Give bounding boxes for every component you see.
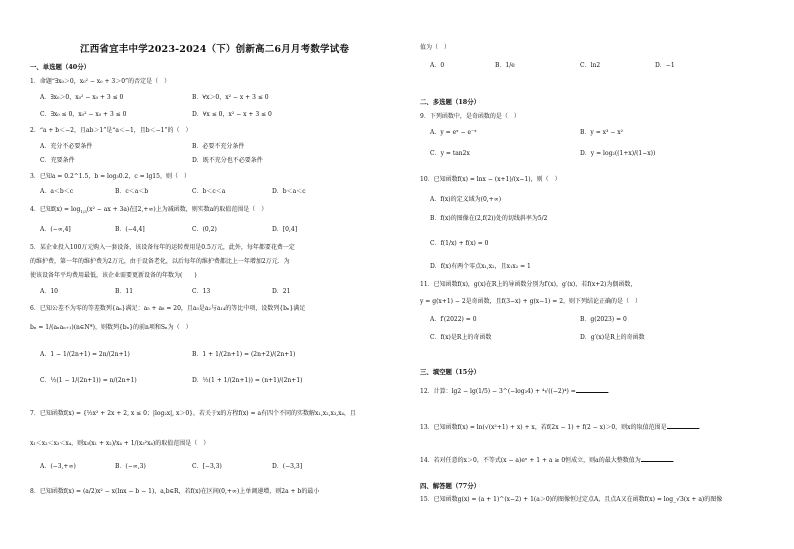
q3-option-a: A．a＜b＜c bbox=[40, 188, 74, 195]
q11-option-c: C．f(x)是R上的奇函数 bbox=[430, 334, 492, 341]
q2-option-c: C．充要条件 bbox=[40, 157, 75, 164]
q15-stem: 15．已知函数g(x) = (a + 1)^(x−2) + 1(a＞0)的图像恒过定点A，且点A又在函数f(x) = log_√3(x + a)的图像 bbox=[420, 496, 723, 503]
q10-stem: 10．已知函数f(x) = lnx − (x+1)/(x−1)，则（ ） bbox=[420, 176, 561, 183]
q11-option-d: D．g′(x)是R上的奇函数 bbox=[580, 334, 645, 341]
q2-option-d: D．既不充分也不必要条件 bbox=[192, 157, 263, 164]
q11-line2: y = g(x+1) − 2是奇函数，且f(3−x) + g(x−1) = 2，则下列结论正确的是（ ） bbox=[420, 298, 642, 305]
q9-option-b: B．y = x³ − x² bbox=[580, 129, 624, 136]
q7-option-d: D．(−3,3] bbox=[272, 463, 303, 470]
q3-option-c: C．b＜c＜a bbox=[192, 188, 226, 195]
q2-option-a: A．充分不必要条件 bbox=[40, 143, 93, 150]
q5-line1: 5．某企业投入100万元购入一套设备，该设备每年的运转费用是0.5万元，此外，每年都要花费一定 bbox=[30, 244, 295, 251]
q8-option-c: C．ln2 bbox=[580, 62, 601, 69]
q10-option-a: A．f(x)的定义域为(0,+∞) bbox=[430, 196, 502, 203]
q7-option-b: B．(−∞,3) bbox=[115, 463, 146, 470]
q1-option-d: D．∀x ≤ 0，x² − x + 3 ≤ 0 bbox=[192, 111, 272, 118]
section-solutions: 四、解答题（77分） bbox=[420, 482, 481, 490]
q8-option-a: A．0 bbox=[430, 62, 445, 69]
q6-option-b: B．1 + 1/(2n+1) = (2n+2)/(2n+1) bbox=[192, 351, 296, 358]
q6-option-a: A．1 − 1/(2n+1) = 2n/(2n+1) bbox=[40, 351, 130, 358]
q8-line1: 8．已知函数f(x) = (a/2)x² − x(lnx − b − 1)，a,b∈R，若f(x)在区间(0,+∞)上单调递增，则2a + b的最小 bbox=[30, 488, 320, 495]
q7-option-c: C．[−3,3) bbox=[192, 463, 222, 470]
q4-stem bbox=[30, 206, 267, 214]
q3-option-d: D．b＜a＜c bbox=[272, 188, 306, 195]
section-single-choice: 一、单选题（40分） bbox=[30, 63, 91, 71]
q13-answer-blank bbox=[667, 428, 699, 429]
q8-option-d: D．−1 bbox=[655, 62, 675, 69]
q5-option-a: A．10 bbox=[40, 288, 58, 295]
q13 bbox=[420, 424, 705, 432]
q8-option-b: B．1/e bbox=[495, 62, 515, 69]
section-fill-blank: 三、填空题（15分） bbox=[420, 368, 481, 376]
section-multi-choice: 二、多选题（18分） bbox=[420, 98, 481, 106]
q6-option-c: C．½(1 − 1/(2n+1)) = n/(2n+1) bbox=[40, 377, 137, 384]
q4-stem-part1: 4．已知f(x) = log bbox=[30, 206, 81, 213]
q7-line2: x₁＜x₂＜x₃＜x₄，则x₃(x₁ + x₂)/x₄ + 1/(x₃²x₄)的取值范围是（ ） bbox=[30, 440, 210, 447]
q11-option-b: B．g(2023) = 0 bbox=[580, 316, 627, 323]
q5-line3: 使该设备年平均费用最低，该企业需要更新设备的年数为( ) bbox=[30, 272, 197, 279]
q14 bbox=[420, 457, 679, 465]
q1-option-b: B．∀x＞0，x² − x + 3 ≤ 0 bbox=[192, 94, 269, 101]
q4-option-c: C．(0,2) bbox=[192, 226, 217, 233]
q4-option-d: D．[0,4] bbox=[272, 226, 298, 233]
q12-stem: 12．计算：lg2 − lg(1/5) − 3^(−log₃4) + ⁴√((−2)⁴) = bbox=[420, 388, 576, 395]
q5-option-b: B．11 bbox=[115, 288, 134, 295]
q3-option-b: B．c＜a＜b bbox=[115, 188, 149, 195]
q7-option-a: A．(−3,+∞) bbox=[40, 463, 76, 470]
q5-option-d: D．21 bbox=[272, 288, 291, 295]
q9-option-d: D．y = log₂((1+x)/(1−x)) bbox=[580, 150, 656, 157]
q6-line2: bₙ = 1/(aₙaₙ₊₁)(n∈N*)，则数列{bₙ}的前n项和Sₙ为（ ） bbox=[30, 324, 192, 331]
q12-tail: ． bbox=[607, 388, 614, 395]
q14-answer-blank bbox=[641, 461, 673, 462]
q6-line1: 6．已知公差不为零的等差数列{aₙ}满足：a₅ + a₈ = 20，且a₅是a₂与a₁₄的等比中项，设数列{bₙ}满足 bbox=[30, 305, 306, 312]
q9-option-c: C．y = tan2x bbox=[430, 150, 470, 157]
q13-stem: 13．已知函数f(x) = ln(√(x²+1) + x) + x，若f(2x − 1) + f(2 − x)＞0，则x的取值范围是 bbox=[420, 424, 667, 431]
q10-option-b: B．f(x)的图像在(2,f(2))处的切线斜率为5/2 bbox=[430, 215, 548, 222]
q7-line1: 7．已知函数f(x) = {½x² + 2x + 2, x ≤ 0；|log₂x|, x＞0}，若关于x的方程f(x) = a有四个不同的实数解x₁,x₂,x₃,x₄，且 bbox=[30, 410, 356, 417]
q6-option-d: D．½(1 + 1/(2n+1)) = (n+1)/(2n+1) bbox=[192, 377, 303, 384]
q2-stem: 2．“a + b＜−2，且ab＞1”是“a＜−1，且b＜−1”的（ ） bbox=[30, 127, 192, 134]
q1-option-c: C．∃x₀ ≤ 0，x₀² − x₀ + 3 ≤ 0 bbox=[40, 111, 127, 118]
q4-option-a: A．(−∞,4] bbox=[40, 226, 71, 233]
q8-continued: 值为（ ） bbox=[420, 44, 451, 51]
q4-option-b: B．(−4,4] bbox=[115, 226, 145, 233]
q10-option-d: D．f(x)有两个零点x₁,x₂，且x₁x₂ = 1 bbox=[430, 263, 531, 270]
q1-option-a: A．∃x₀＞0，x₀² − x₀ + 3 ≤ 0 bbox=[40, 94, 124, 101]
q14-stem: 14．若对任意的x＞0，不等式(x − a)eˣ + 1 + a ≥ 0恒成立，则a的最大整数值为 bbox=[420, 457, 641, 464]
q9-stem: 9．下列函数中，是奇函数的是（ ） bbox=[420, 113, 520, 120]
exam-title: 江西省宜丰中学2023-2024（下）创新高二6月月考数学试卷 bbox=[80, 44, 350, 55]
q4-log-base: 1/3 bbox=[80, 209, 87, 215]
q1-stem: 1．命题“∃x₀＞0，x₀² − x₀ + 3＞0”的否定是（ ） bbox=[30, 78, 171, 85]
q9-option-a: A．y = eˣ − e⁻ˣ bbox=[430, 129, 477, 136]
q11-line1: 11．已知函数f(x)，g(x)在R上的导函数分别为f′(x)，g′(x)，若f(x+2)为偶函数， bbox=[420, 281, 637, 288]
q2-option-b: B．必要不充分条件 bbox=[192, 143, 245, 150]
q11-option-a: A．f′(2022) = 0 bbox=[430, 316, 477, 323]
q10-option-c: C．f(1/x) + f(x) = 0 bbox=[430, 240, 489, 247]
q12-answer-blank bbox=[576, 392, 608, 393]
q5-option-c: C．13 bbox=[192, 288, 211, 295]
q14-tail: ． bbox=[672, 457, 679, 464]
q12 bbox=[420, 388, 614, 396]
q3-stem: 3．已知a = 0.2^1.5，b = log₃0.2，c = lg15，则（ ） bbox=[30, 173, 190, 180]
q5-line2: 的维护费，第一年的维护费为2万元，由于设备老化，以后每年的维护费都比上一年增加2万元．为 bbox=[30, 258, 290, 265]
q4-stem-part2: (x² − ax + 3a)在[2,+∞)上为减函数，则实数a的取值范围是（ ） bbox=[86, 206, 268, 213]
q13-tail: ． bbox=[698, 424, 705, 431]
